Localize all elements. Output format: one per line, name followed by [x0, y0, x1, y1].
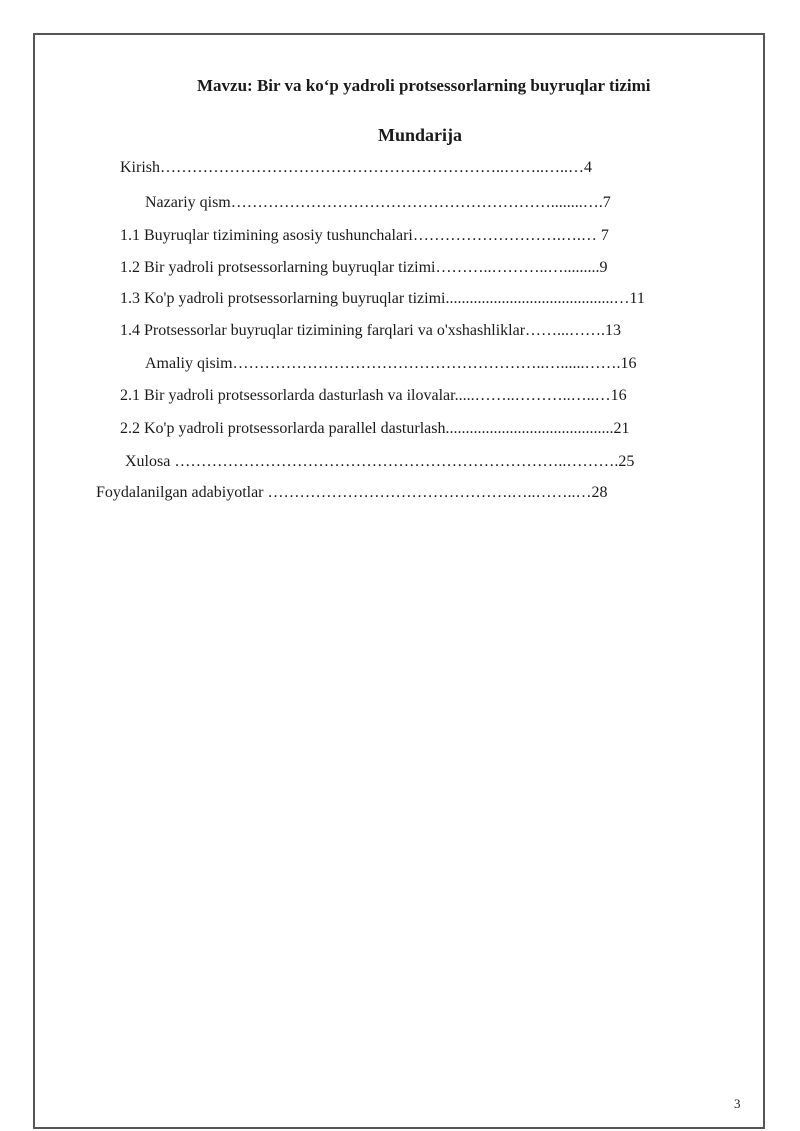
toc-entry-1-4: 1.4 Protsessorlar buyruqlar tizimining farqlari va o'xshashliklar……...…….13 — [120, 322, 622, 339]
toc-entry-amaliy-qisim: Amaliy qisim…………………………………………………..…......…….16 — [145, 355, 637, 372]
document-topic: Mavzu: Bir va ko‘p yadroli protsessorlarning buyruqlar tizimi — [197, 76, 651, 95]
toc-entry-kirish: Kirish………………………………………………………..……..…..…4 — [120, 159, 592, 176]
page-number: 3 — [734, 1096, 741, 1111]
toc-entry-1-1: 1.1 Buyruqlar tizimining asosiy tushunchalari……………………….….… 7 — [120, 227, 609, 244]
toc-entry-1-2: 1.2 Bir yadroli protsessorlarning buyruqlar tizimi………..………..….........9 — [120, 259, 608, 276]
toc-entry-2-2: 2.2 Ko'p yadroli protsessorlarda parallel dasturlash..........................................21 — [120, 420, 630, 437]
toc-entry-xulosa: Xulosa ………………………………………………………………..……….25 — [125, 453, 635, 470]
toc-title: Mundarija — [377, 125, 462, 145]
toc-entry-2-1: 2.1 Bir yadroli protsessorlarda dasturlash va ilovalar.....……..………..…..…16 — [120, 387, 627, 404]
toc-entry-adabiyotlar: Foydalanilgan adabiyotlar ……………………………………….…..……..…28 — [96, 484, 608, 501]
toc-entry-1-3: 1.3 Ko'p yadroli protsessorlarning buyruqlar tizimi..........................................…11 — [120, 290, 645, 307]
toc-entry-nazariy-qism: Nazariy qism……………………………………………………........….7 — [145, 194, 611, 211]
